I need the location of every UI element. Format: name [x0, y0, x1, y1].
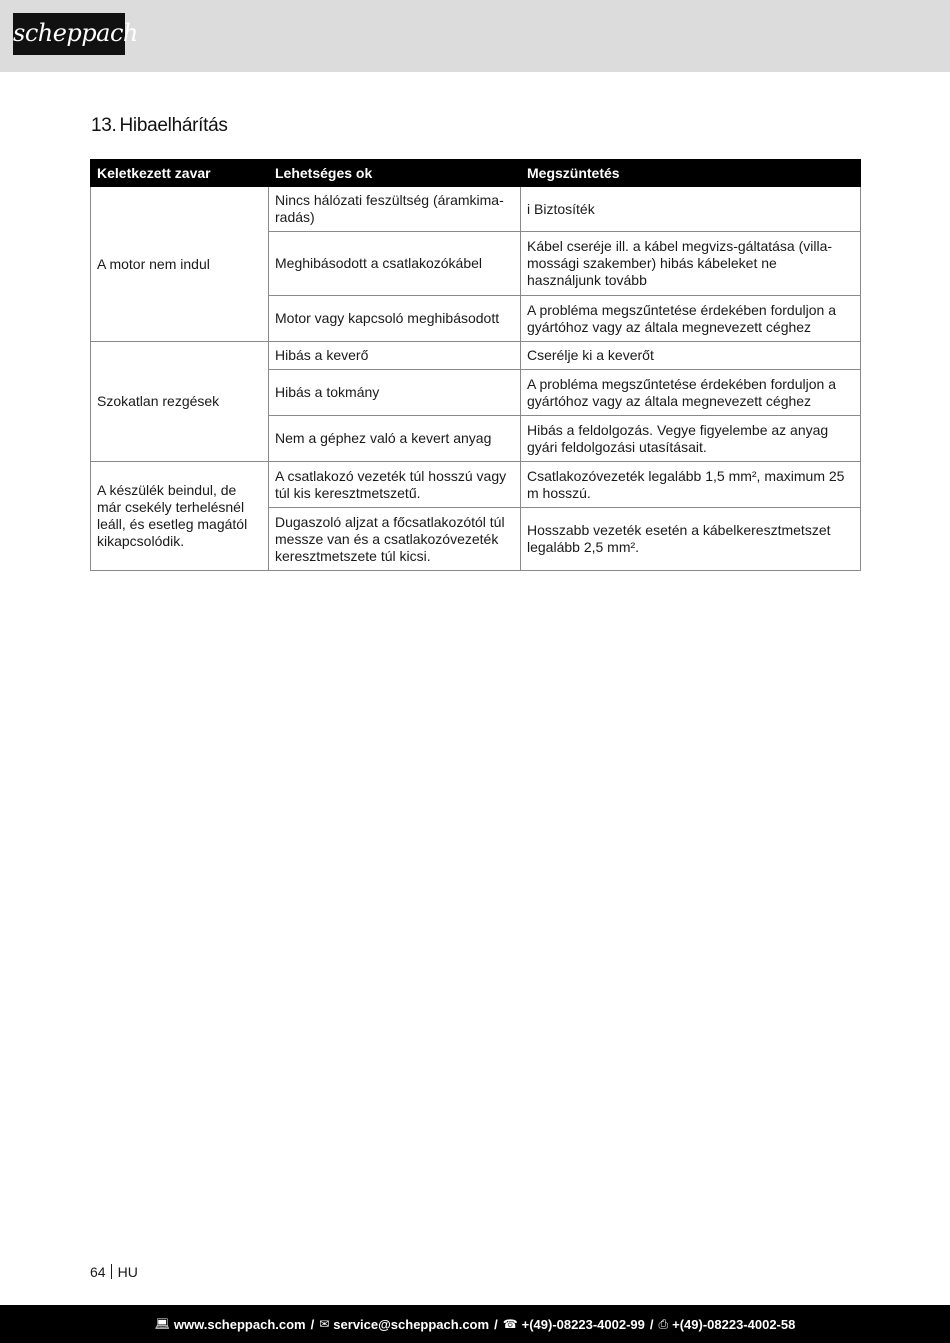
cause-cell: Hibás a tokmány: [269, 370, 521, 416]
column-header-remedy: Megszüntetés: [521, 160, 861, 187]
section-title: [91, 115, 228, 137]
fault-cell: Szokatlan rezgések: [91, 342, 269, 462]
separator: /: [649, 1316, 654, 1332]
troubleshooting-table: [90, 159, 861, 571]
cause-cell: Motor vagy kapcsoló meghibásodott: [269, 296, 521, 342]
page-number: 64: [90, 1264, 106, 1280]
remedy-cell: Kábel cseréje ill. a kábel megvizs-gáltatása (villa-mossági szakember) hibás kábeleket ne használjunk tovább: [521, 232, 861, 296]
fault-cell: A motor nem indul: [91, 187, 269, 342]
fax-number: +(49)-08223-4002-58: [672, 1316, 796, 1332]
separator: /: [310, 1316, 315, 1332]
envelope-icon: ✉︎: [319, 1317, 330, 1331]
website-link[interactable]: www.scheppach.com: [173, 1316, 306, 1332]
remedy-cell: i Biztosíték: [521, 187, 861, 232]
fax-icon: ⎙: [658, 1316, 669, 1331]
remedy-cell: Hosszabb vezeték esetén a kábelkeresztmetszet legalább 2,5 mm².: [521, 508, 861, 571]
cause-cell: Dugaszoló aljzat a főcsatlakozótól túl messze van és a csatlakozóvezeték keresztmetszete túl kicsi.: [269, 508, 521, 571]
cause-cell: Nem a géphez való a kevert anyag: [269, 416, 521, 462]
header-band: [0, 0, 950, 72]
phone-icon: ☎: [502, 1317, 518, 1331]
table-row: [91, 342, 861, 370]
scheppach-logo: [13, 13, 138, 55]
remedy-cell: Csatlakozóvezeték legalább 1,5 mm², maximum 25 m hosszú.: [521, 462, 861, 508]
table-row: [91, 187, 861, 232]
contact-bar: [0, 1305, 950, 1343]
email-link[interactable]: service@scheppach.com: [333, 1316, 490, 1332]
phone-number: +(49)-08223-4002-99: [521, 1316, 645, 1332]
cause-cell: Nincs hálózati feszültség (áramkima-radás): [269, 187, 521, 232]
section-title-text: Hibaelhárítás: [119, 115, 228, 136]
page-footer: [90, 1264, 138, 1280]
column-header-fault: Keletkezett zavar: [91, 160, 269, 187]
remedy-cell: A probléma megszűntetése érdekében forduljon a gyártóhoz vagy az általa megnevezett céghez: [521, 296, 861, 342]
remedy-cell: Cserélje ki a keverőt: [521, 342, 861, 370]
page-divider: [111, 1264, 112, 1279]
computer-icon: 💻︎: [154, 1317, 170, 1331]
cause-cell: Meghibásodott a csatlakozókábel: [269, 232, 521, 296]
fault-cell: A készülék beindul, de már csekély terhelésnél leáll, és esetleg magától kikapcsolódik.: [91, 462, 269, 571]
language-code: HU: [117, 1264, 138, 1280]
logo-text: scheppach: [13, 19, 138, 47]
remedy-cell: Hibás a feldolgozás. Vegye figyelembe az anyag gyári feldolgozási utasításait.: [521, 416, 861, 462]
separator: /: [494, 1316, 498, 1332]
table-row: [91, 462, 861, 508]
section-number: 13.: [91, 115, 117, 136]
table-header-row: [91, 160, 861, 187]
column-header-cause: Lehetséges ok: [269, 160, 521, 187]
cause-cell: A csatlakozó vezeték túl hosszú vagy túl kis keresztmetszetű.: [269, 462, 521, 508]
cause-cell: Hibás a keverő: [269, 342, 521, 370]
remedy-cell: A probléma megszűntetése érdekében forduljon a gyártóhoz vagy az általa megnevezett céghez: [521, 370, 861, 416]
